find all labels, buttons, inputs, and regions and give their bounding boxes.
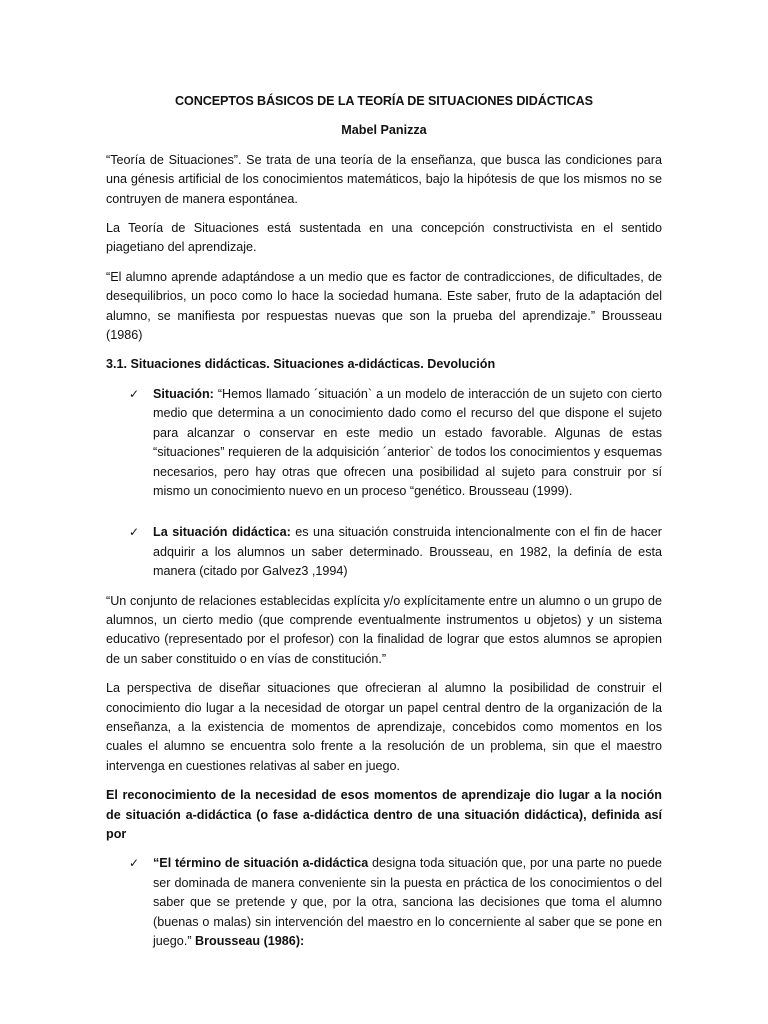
paragraph-definition-quote: “Un conjunto de relaciones establecidas explícita y/o explícitamente entre un alumno o un grupo de alumnos, un cierto medio (que comprende eventualmente instrumentos u objetos) y un sistema educativo (representado por el profesor) con la finalidad de lograr que estos alumnos se apropien de un saber constituido o en vías de constitución.”: [106, 593, 662, 666]
bullet-citation: Brousseau (1986):: [195, 934, 305, 949]
paragraph-intro: “Teoría de Situaciones”. Se trata de una teoría de la enseñanza, que busca las condiciones para una génesis artificial de los conocimientos matemáticos, bajo la hipótesis de que los mismos no se contruyen de manera espontánea.: [106, 152, 662, 206]
author-name: Mabel Panizza: [341, 123, 427, 138]
section-heading: 3.1. Situaciones didácticas. Situaciones a-didácticas. Devolución: [106, 357, 496, 372]
bullet-text: designa toda situación que, por una parte no puede ser dominada de manera conveniente sin la puesta en práctica de los conocimientos o del saber que se pretende y que, por la otra, sanciona las decisiones que toma el alumno (buenas o malas) sin intervención del maestro en lo concerniente al saber que se pone en juego.”: [153, 856, 662, 949]
bullet-situacion: [106, 385, 662, 501]
paragraph-perspective: La perspectiva de diseñar situaciones que ofrecieran al alumno la posibilidad de construir el conocimiento dio lugar a la necesidad de otorgar un papel central dentro de la organización de la enseñanza, a la existencia de momentos de aprendizaje, concebidos como momentos en los cuales el alumno se encuentra solo frente a la resolución de un problema, sin que el maestro intervenga en cuestiones relativas al saber en juego.: [106, 681, 662, 773]
bullet-lead: Situación:: [153, 386, 214, 401]
bullet-situacion-didactica: [106, 523, 662, 581]
checkmark-icon: ✓: [129, 856, 140, 871]
document-title: CONCEPTOS BÁSICOS DE LA TEORÍA DE SITUACIONES DIDÁCTICAS: [175, 94, 593, 108]
bullet-adidactica: [106, 854, 662, 951]
bullet-lead: “El término de situación a-didáctica: [153, 856, 369, 871]
checkmark-icon: ✓: [129, 525, 140, 540]
bullet-lead: La situación didáctica:: [153, 525, 291, 540]
bullet-text: “Hemos llamado ´situación` a un modelo de interacción de un sujeto con cierto medio que determina a un conocimiento dado como el recurso del que dispone el sujeto para alcanzar o conservar en este medio un estado favorable. Algunas de estas “situaciones” requieren de la adquisición ´anterior` de todos los conocimientos y esquemas necesarios, pero hay otras que ofrecen una posibilidad al sujeto para construir por sí mismo un conocimiento nuevo en un proceso “genético. Brousseau (1999).: [153, 386, 662, 498]
paragraph-recognition: El reconocimiento de la necesidad de esos momentos de aprendizaje dio lugar a la noción de situación a-didáctica (o fase a-didáctica dentro de una situación didáctica), definida así por: [106, 788, 662, 841]
paragraph-brousseau-quote: “El alumno aprende adaptándose a un medio que es factor de contradicciones, de dificultades, de desequilibrios, un poco como lo hace la sociedad humana. Este saber, fruto de la adaptación del alumno, se manifiesta por respuestas nuevas que son la prueba del aprendizaje.” Brousseau (1986): [106, 269, 662, 343]
checkmark-icon: ✓: [129, 386, 140, 401]
paragraph-constructivism: La Teoría de Situaciones está sustentada en una concepción constructivista en el sentido piagetiano del aprendizaje.: [106, 221, 662, 255]
bullet-text: es una situación construida intencionalmente con el fin de hacer adquirir a los alumnos un saber determinado. Brousseau, en 1982, la definía de esta manera (citado por Galvez3 ,1994): [153, 525, 662, 579]
